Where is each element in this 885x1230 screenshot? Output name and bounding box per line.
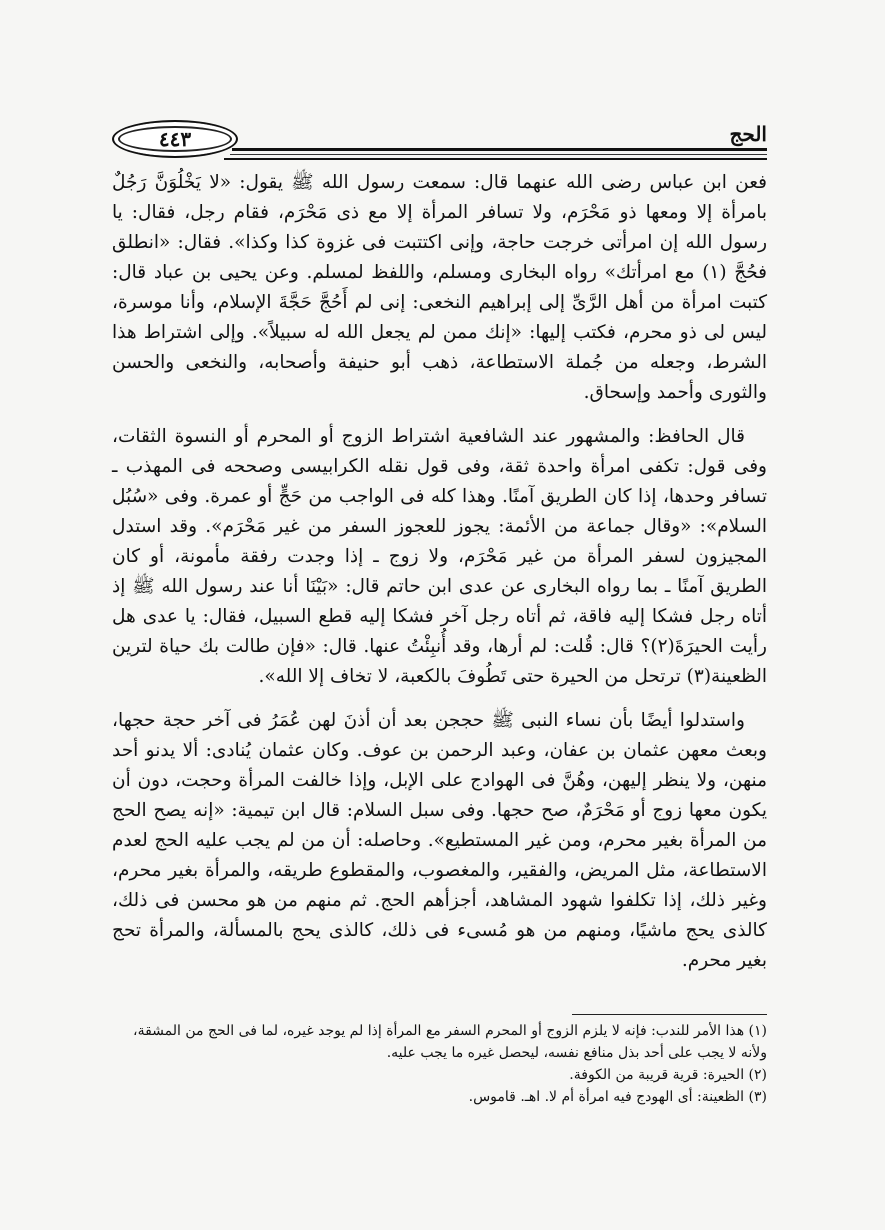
page-number-ornament [112, 120, 238, 158]
main-text [112, 168, 767, 976]
chapter-title: الحج [729, 122, 767, 146]
page-header [112, 118, 767, 164]
paragraph: واستدلوا أيضًا بأن نساء النبى ﷺ حججن بعد أن أذنَ لهن عُمَرُ فى آخر حجة حجها، وبعث معهن عثمان بن عفان، وعبد الرحمن بن عوف. وكان عثمان يُنادى: ألا يدنو أحد منهن، ولا ينظر إليهن، وهُنَّ فى الهوادج على الإبل، وإذا خالفت المرأة وحجت، دون أن يكون معها زوج أو مَحْرَمٌ، صح حجها. وفى سبل السلام: قال ابن تيمية: «إنه يصح الحج من المرأة بغير محرم، ومن غير المستطيع». وحاصله: أن من لم يجب عليه الحج لعدم الاستطاعة، مثل المريض، والفقير، والمغصوب، والمقطوع طريقه، والمرأة بغير محرم، وغير ذلك، إذا تكلفوا شهود المشاهد، أجزأهم الحج. ثم منهم من هو محسن فى ذلك، كالذى يحج ماشيًا، ومنهم من هو مُسىء فى ذلك، كالذى يحج بالمسألة، والمرأة تحج بغير محرم. [112, 710, 767, 971]
header-rule [232, 148, 767, 151]
paragraph: قال الحافظ: والمشهور عند الشافعية اشتراط الزوج أو المحرم أو النسوة الثقات، وفى قول: تكفى امرأة واحدة ثقة، وفى قول نقله الكرابيسى وصححه فى المهذب ـ تسافر وحدها، إذا كان الطريق آمنًا. وهذا كله فى الواجب من حَجٍّ أو عمرة. وفى «سُبُل السلام»: «وقال جماعة من الأئمة: يجوز للعجوز السفر من غير مَحْرَم». وقد استدل المجيزون لسفر المرأة من غير مَحْرَم، ولا زوج ـ إذا وجدت رفقة مأمونة، أو كان الطريق آمنًا ـ بما رواه البخارى عن عدى ابن حاتم قال: «بَيْنَا أنا عند رسول الله ﷺ إذ أتاه رجل فشكا إليه فاقة، ثم أتاه رجل آخر فشكا إليه قطع السبيل، فقال: يا عدى هل رأيت الحيرَةَ(٢)؟ قال: قُلت: لم أرها، وقد أُنبِئْتُ عنها. قال: «فإن طالت بك حياة لترين الظعينة(٣) ترتحل من الحيرة حتى تَطُوفَ بالكعبة، لا تخاف إلا الله». [112, 426, 767, 687]
paragraph: فعن ابن عباس رضى الله عنهما قال: سمعت رسول الله ﷺ يقول: «لا يَخْلُوَنَّ رَجُلٌ بامرأة إلا ومعها ذو مَحْرَم، ولا تسافر المرأة إلا مع ذى مَحْرَم، فقام رجل، فقال: يا رسول الله إن امرأتى خرجت حاجة، وإنى اكتتبت فى غزوة كذا وكذا». فقال: «انطلق فحُجَّ (١) مع امرأتك» رواه البخارى ومسلم، واللفظ لمسلم. وعن يحيى بن عباد قال: كتبت امرأة من أهل الرَّىِّ إلى إبراهيم النخعى: إنى لم أَحُجَّ حَجَّةَ الإسلام، وأنا موسرة، ليس لى ذو محرم، فكتب إليها: «إنك ممن لم يجعل الله له سبيلاً». وإلى اشتراط هذا الشرط، وجعله من جُملة الاستطاعة، ذهب أبو حنيفة وأصحابه، والنخعى والحسن والثورى وأحمد وإسحاق. [112, 172, 767, 403]
page-number: ٤٤٣ [158, 127, 192, 151]
footnote: (٣) الظعينة: أى الهودج فيه امرأة أم لا. اهـ. قاموس. [468, 1089, 767, 1105]
header-rule [230, 154, 767, 155]
footnote: (١) هذا الأمر للندب: فإنه لا يلزم الزوج أو المحرم السفر مع المرأة إذا لم يوجد غيره، لما فى الحج من المشقة، ولأنه لا يجب على أحد بذل منافع نفسه، ليحصل غيره ما يجب عليه. [133, 1023, 767, 1061]
footnotes [112, 1020, 767, 1108]
footnote: (٢) الحيرة: قرية قريبة من الكوفة. [569, 1067, 767, 1083]
footnote-separator [572, 1014, 767, 1015]
header-rule [224, 158, 767, 160]
